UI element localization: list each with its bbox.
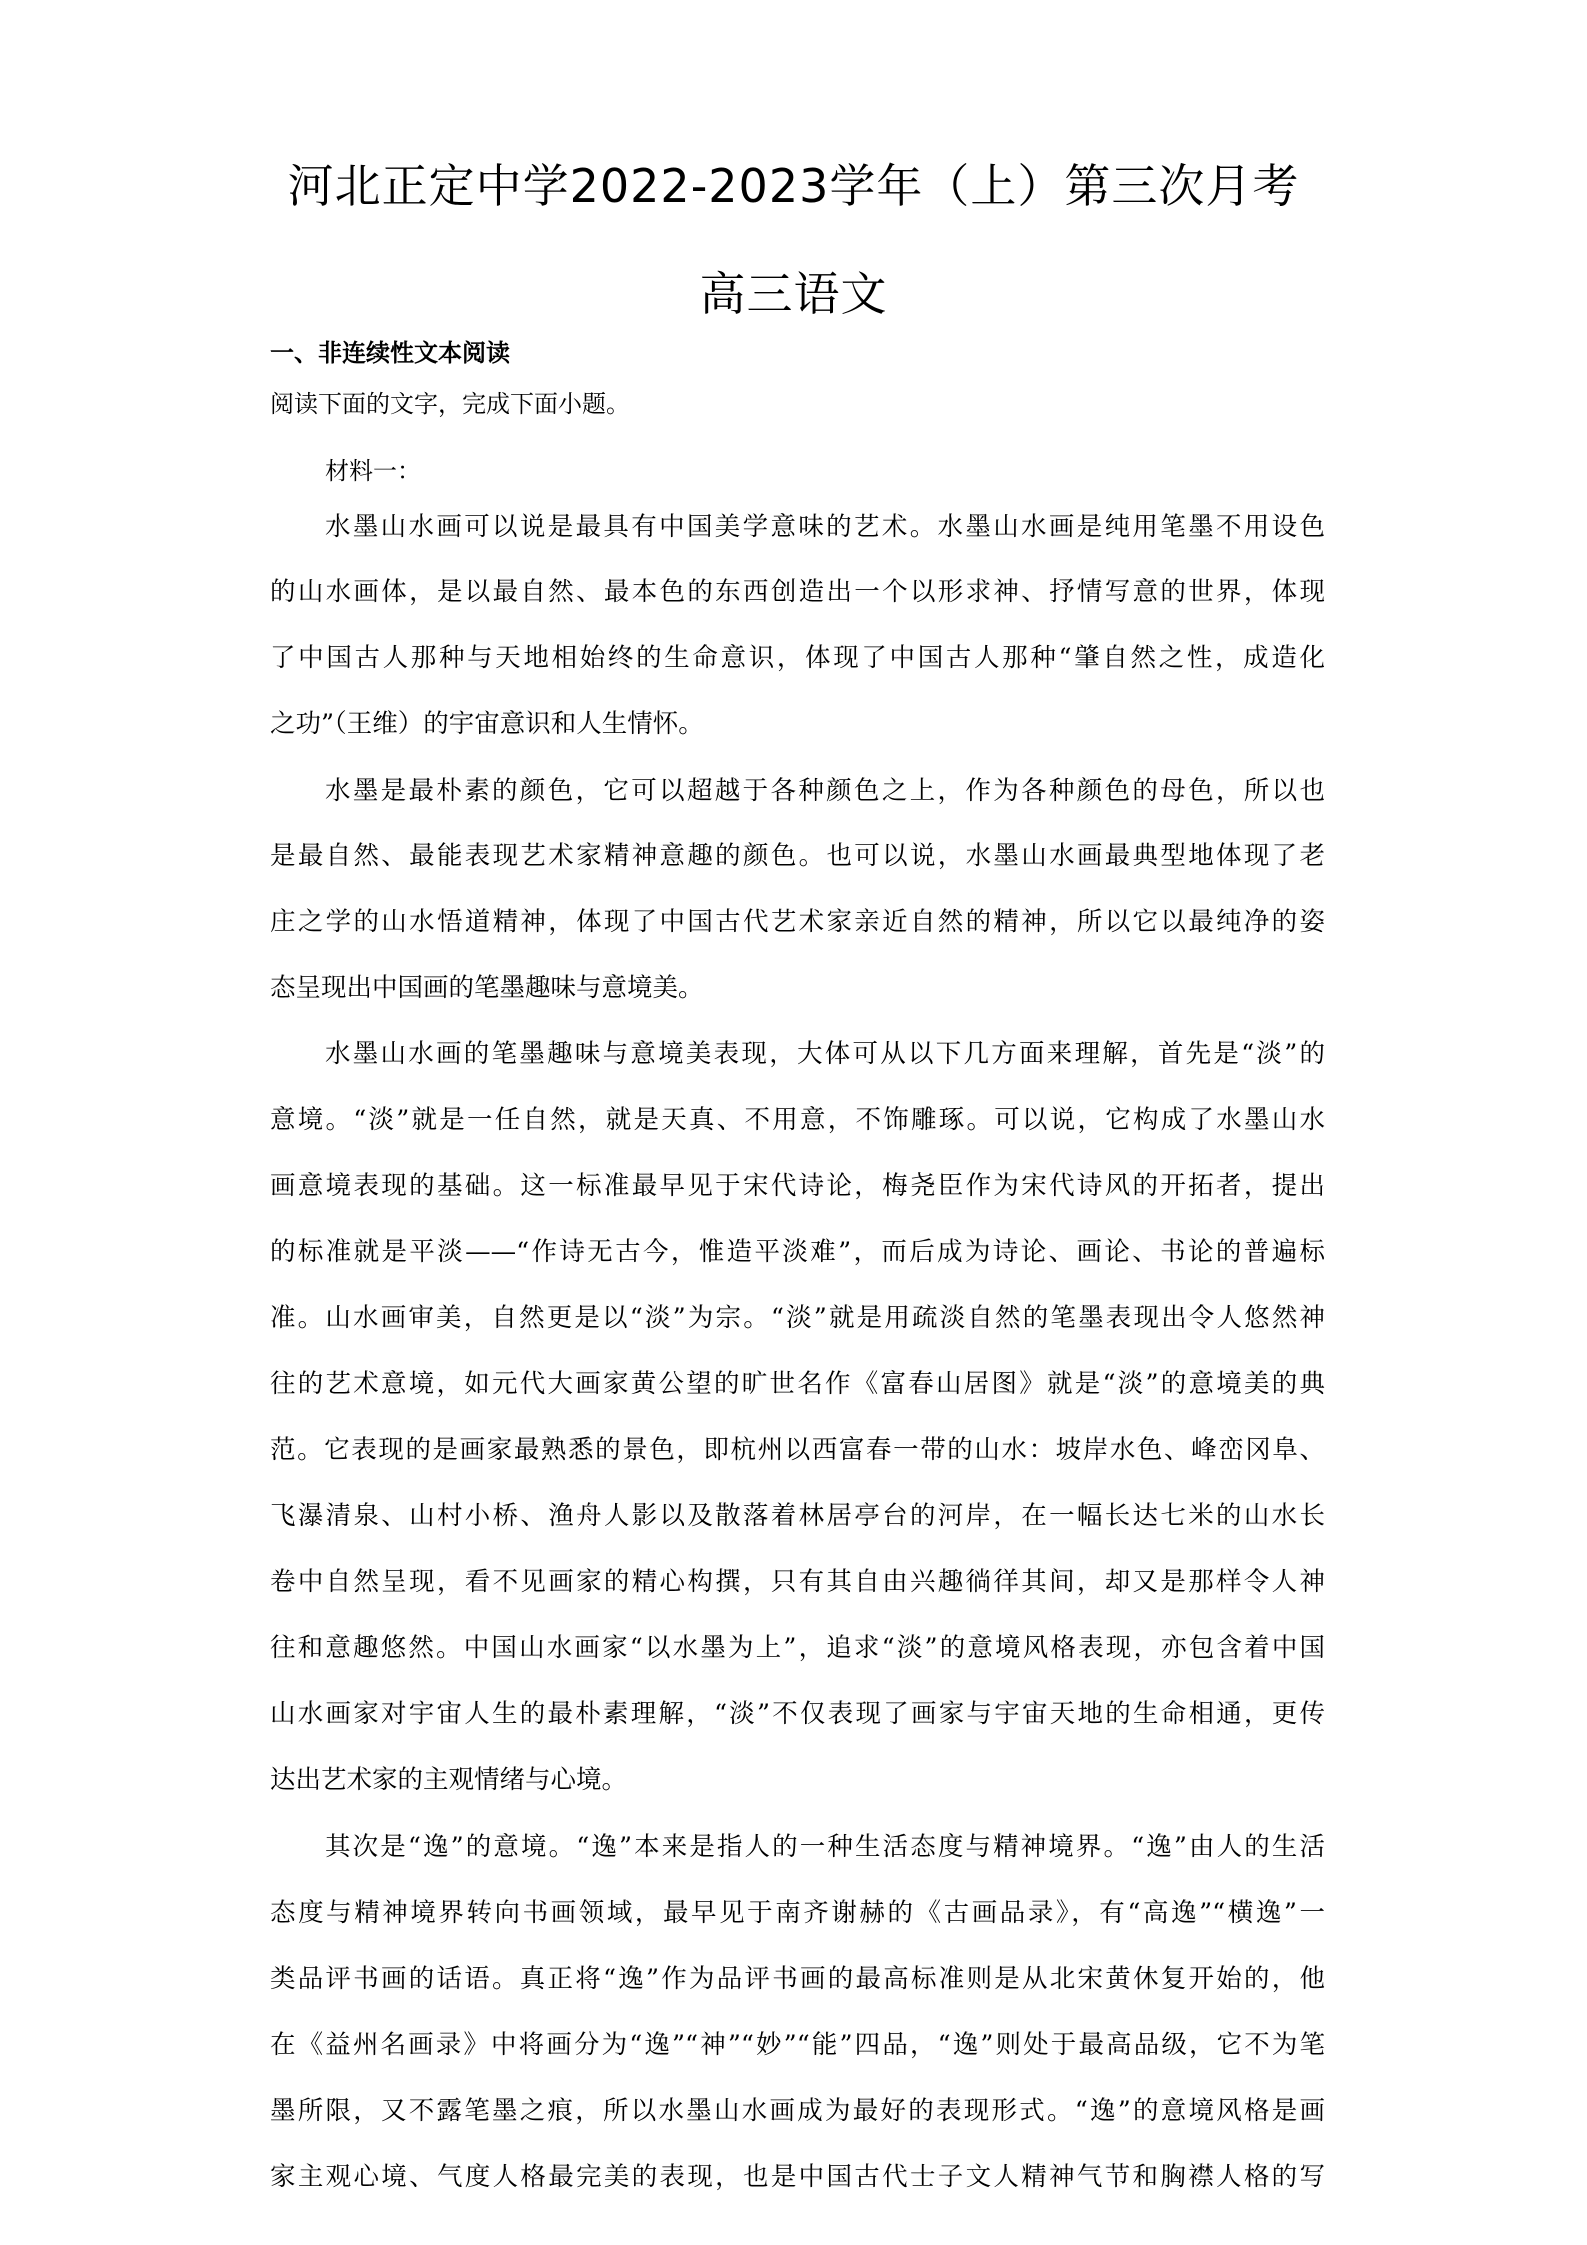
body-text-line: 在《益州名画录》中将画分为“逸”“神”“妙”“能”四品，“逸”则处于最高品级，它不为笔 xyxy=(270,2030,1325,2060)
body-text-line: 的标准就是平淡——“作诗无古今，惟造平淡难”，而后成为诗论、画论、书论的普遍标 xyxy=(270,1237,1325,1267)
body-text-line: 意境。“淡”就是一任自然，就是天真、不用意，不饰雕琢。可以说，它构成了水墨山水 xyxy=(270,1105,1325,1135)
body-text-line: 了中国古人那种与天地相始终的生命意识，体现了中国古人那种“肇自然之性，成造化 xyxy=(270,643,1325,673)
document-subtitle: 高三语文 xyxy=(699,267,888,321)
body-text-line: 其次是“逸”的意境。“逸”本来是指人的一种生活态度与精神境界。“逸”由人的生活 xyxy=(325,1832,1325,1862)
body-text-line: 卷中自然呈现，看不见画家的精心构撰，只有其自由兴趣徜徉其间，却又是那样令人神 xyxy=(270,1567,1325,1597)
body-text-line: 的山水画体，是以最自然、最本色的东西创造出一个以形求神、抒情写意的世界，体现 xyxy=(270,577,1325,607)
body-text-line: 往和意趣悠然。中国山水画家“以水墨为上”，追求“淡”的意境风格表现，亦包含着中国 xyxy=(270,1633,1325,1663)
body-text-line: 水墨是最朴素的颜色，它可以超越于各种颜色之上，作为各种颜色的母色，所以也 xyxy=(325,776,1325,806)
body-text-line: 范。它表现的是画家最熟悉的景色，即杭州以西富春一带的山水：坡岸水色、峰峦冈阜、 xyxy=(270,1435,1325,1465)
body-text-line: 态呈现出中国画的笔墨趣味与意境美。 xyxy=(270,973,704,1003)
material-label: 材料一： xyxy=(325,457,421,485)
reading-instruction: 阅读下面的文字，完成下面小题。 xyxy=(270,390,630,418)
body-text-line: 水墨山水画可以说是最具有中国美学意味的艺术。水墨山水画是纯用笔墨不用设色 xyxy=(325,512,1325,542)
section-heading: 一、非连续性文本阅读 xyxy=(270,339,510,367)
body-text-line: 准。山水画审美，自然更是以“淡”为宗。“淡”就是用疏淡自然的笔墨表现出令人悠然神 xyxy=(270,1303,1325,1333)
body-text-line: 家主观心境、气度人格最完美的表现，也是中国古代士子文人精神气节和胸襟人格的写 xyxy=(270,2162,1325,2192)
body-text-line: 往的艺术意境，如元代大画家黄公望的旷世名作《富春山居图》就是“淡”的意境美的典 xyxy=(270,1369,1325,1399)
document-title: 河北正定中学2022-2023学年（上）第三次月考 xyxy=(287,159,1300,213)
body-text-line: 庄之学的山水悟道精神，体现了中国古代艺术家亲近自然的精神，所以它以最纯净的姿 xyxy=(270,907,1325,937)
body-text-line: 墨所限，又不露笔墨之痕，所以水墨山水画成为最好的表现形式。“逸”的意境风格是画 xyxy=(270,2096,1325,2126)
body-text-line: 山水画家对宇宙人生的最朴素理解，“淡”不仅表现了画家与宇宙天地的生命相通，更传 xyxy=(270,1699,1325,1729)
body-text-line: 类品评书画的话语。真正将“逸”作为品评书画的最高标准则是从北宋黄休复开始的，他 xyxy=(270,1964,1325,1994)
body-text-line: 是最自然、最能表现艺术家精神意趣的颜色。也可以说，水墨山水画最典型地体现了老 xyxy=(270,841,1325,871)
body-text-line: 之功”（王维）的宇宙意识和人生情怀。 xyxy=(270,709,704,739)
body-text-line: 飞瀑清泉、山村小桥、渔舟人影以及散落着林居亭台的河岸，在一幅长达七米的山水长 xyxy=(270,1501,1325,1531)
body-text-line: 画意境表现的基础。这一标准最早见于宋代诗论，梅尧臣作为宋代诗风的开拓者，提出 xyxy=(270,1171,1325,1201)
body-text-line: 水墨山水画的笔墨趣味与意境美表现，大体可从以下几方面来理解，首先是“淡”的 xyxy=(325,1039,1325,1069)
body-text-line: 达出艺术家的主观情绪与心境。 xyxy=(270,1765,628,1795)
body-text-line: 态度与精神境界转向书画领域，最早见于南齐谢赫的《古画品录》，有“高逸”“横逸”一 xyxy=(270,1898,1325,1928)
